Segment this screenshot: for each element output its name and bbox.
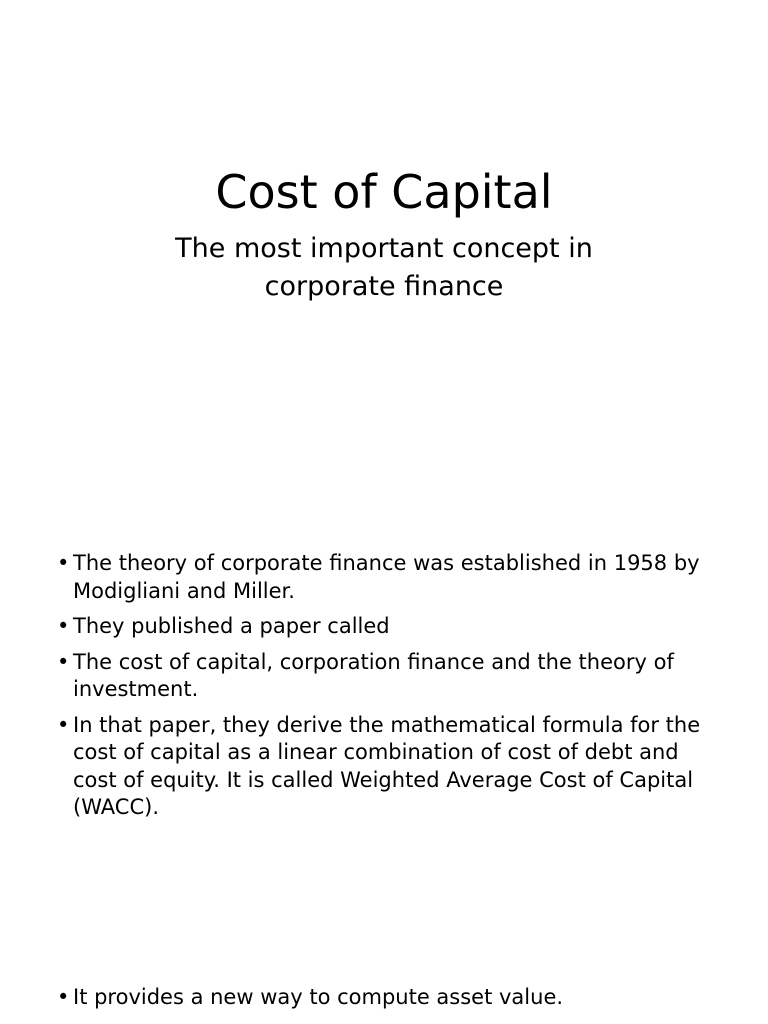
bullet-item <box>57 712 717 822</box>
bullet-item <box>57 550 717 605</box>
bullet-list <box>57 984 717 1020</box>
bullet-dot-icon: • <box>57 985 70 1009</box>
slide-subtitle: The most important concept in corporate finance <box>175 233 593 302</box>
bullet-item <box>57 649 717 704</box>
bullet-dot-icon: • <box>57 551 70 575</box>
bullet-dot-icon: • <box>57 649 70 674</box>
bullet-text: It provides a new way to compute asset value. <box>73 985 564 1009</box>
bullet-text: They published a paper called <box>73 614 390 638</box>
bullet-dot-icon: • <box>57 712 70 737</box>
bullet-item <box>57 613 717 641</box>
bullet-item <box>57 984 717 1012</box>
bullet-dot-icon: • <box>57 614 70 638</box>
bullet-text: In that paper, they derive the mathematical formula for the cost of capital as a linear combination of cost of debt and cost of equity. It is called Weighted Average Cost of Capital (WACC). <box>73 712 701 819</box>
slide-title: Cost of Capital <box>215 165 553 219</box>
bullet-text: The cost of capital, corporation finance and the theory of investment. <box>73 649 674 701</box>
bullet-list <box>57 550 717 830</box>
bullet-text: The theory of corporate finance was established in 1958 by Modigliani and Miller. <box>73 551 700 603</box>
